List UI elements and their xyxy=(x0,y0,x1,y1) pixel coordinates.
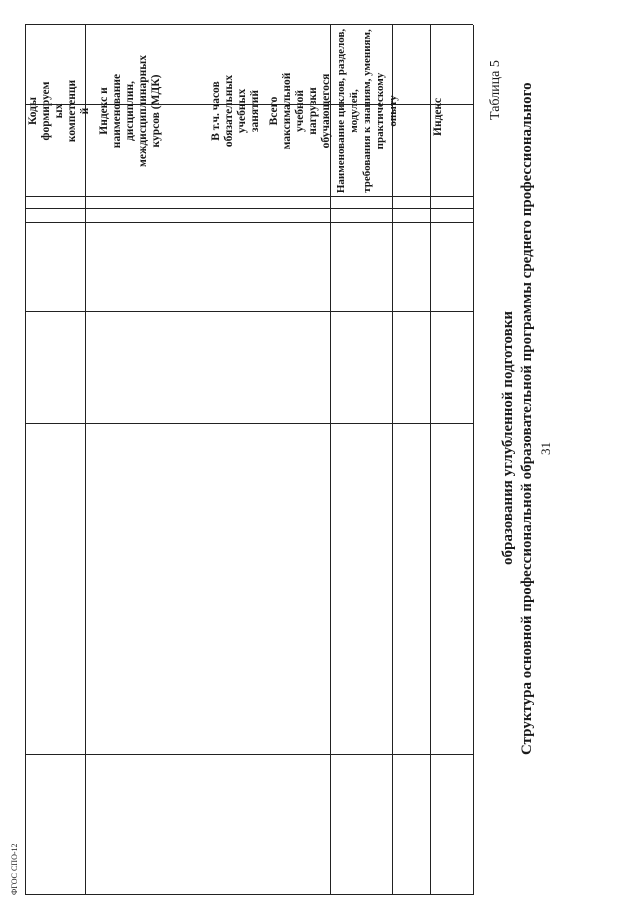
page-title-line2: образования углубленной подготовки xyxy=(500,310,516,565)
header-codes-block: Коды формируем ых компетенци й xyxy=(27,79,91,143)
rotated-page xyxy=(10,0,570,895)
table-label: Таблица 5 xyxy=(488,60,503,120)
header-discipline-block: Индекс и наименование дисциплин, междисциплинарных курсов (МДК) xyxy=(98,55,162,167)
page-number: 31 xyxy=(538,442,553,455)
page-title-line1: Структура основной профессиональной образовательной программы среднего профессионального xyxy=(519,82,535,755)
header-mandatory-block: В т.ч. часов обязательных учебных занятий xyxy=(210,74,261,148)
footer-code: ФГОС СПО-12 xyxy=(10,843,19,895)
header-name: Наименование циклов, разделов, модулей, требования к знаниям, умениям, практическому опыту xyxy=(335,28,399,194)
header-max-load-block: Всего максимальной учебной нагрузки обучающегося xyxy=(268,72,332,150)
header-index: Индекс xyxy=(432,98,444,136)
